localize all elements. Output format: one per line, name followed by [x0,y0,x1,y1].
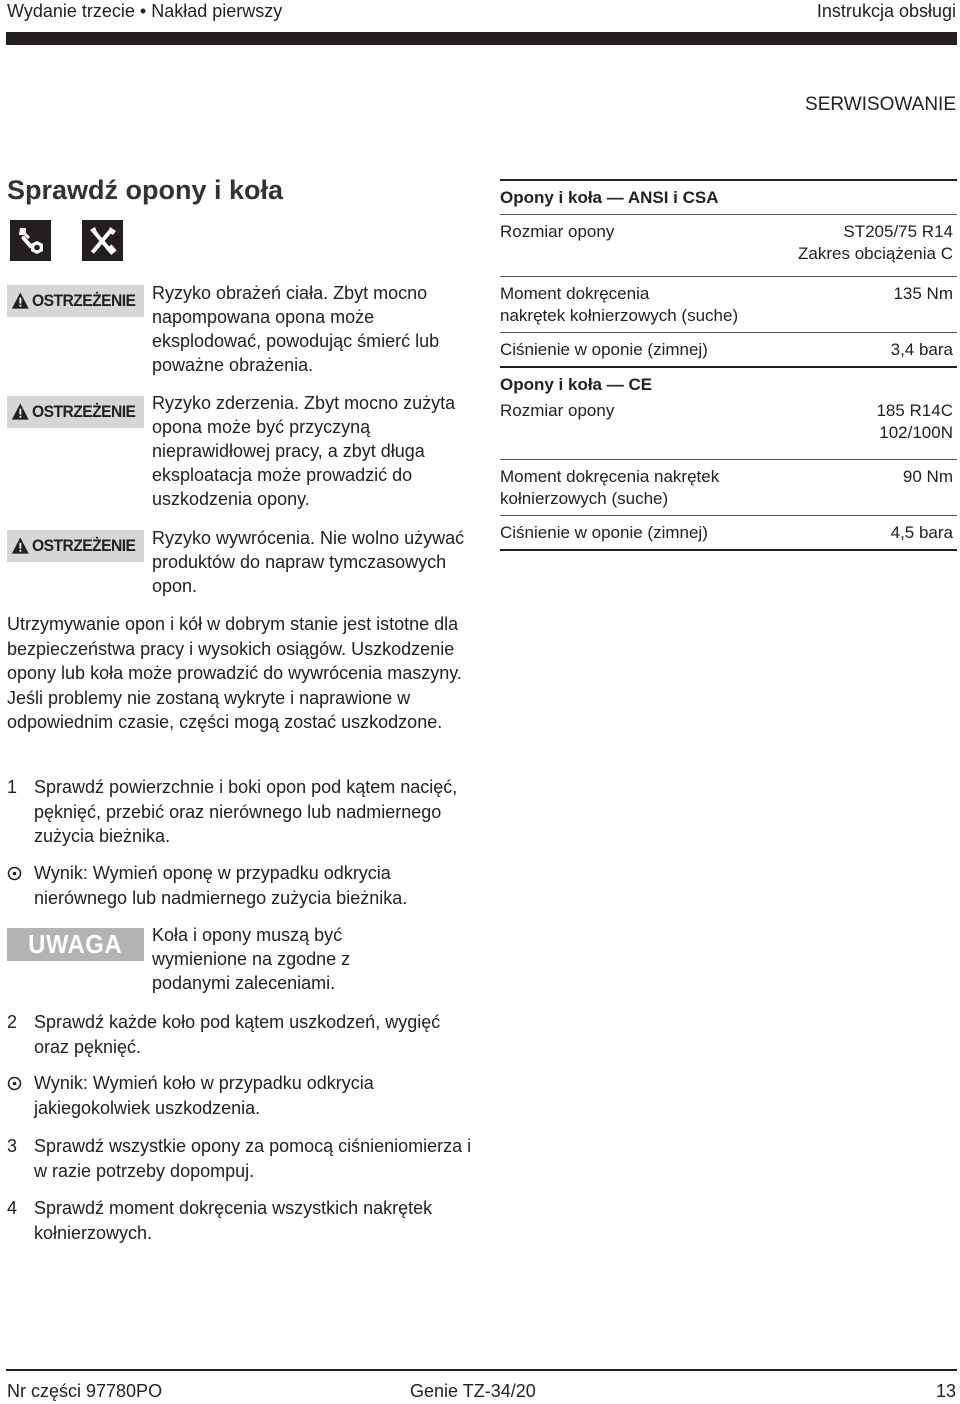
step-text: Sprawdź moment dokręcenia wszystkich nakrętek kołnierzowych. [34,1198,433,1243]
notice-badge [7,928,144,961]
model-name: Genie TZ-34/20 [410,1381,536,1401]
step-text: Sprawdź powierzchnie i boki opon pod kątem nacięć, pęknięć, przebić oraz nierównego lub nadmiernego zużycia bieżnika. [34,777,458,846]
spec-row [500,516,957,551]
page-title: Sprawdź opony i koła [7,175,284,205]
spec-row [500,333,957,368]
result-text: Wynik: Wymień oponę w przypadku odkrycia nierównego lub nadmiernego zużycia bieżnika. [34,863,408,908]
spec-heading-ansi: Opony i koła — ANSI i CSA [500,188,719,207]
step-item [7,1196,477,1245]
warning-triangle-icon [11,535,30,557]
spec-value: 135 Nm [893,284,953,303]
warning-label: OSTRZEŻENIE [31,402,136,421]
step-item [7,775,477,849]
spec-value-line: 102/100N [879,423,953,442]
warning-text: Ryzyko zderzenia. Zbyt mocno zużyta opona może być przyczyną nieprawidłowej pracy, a zbyt długa eksploatacja może prowadzić do uszkodzenia opony. [152,393,456,509]
spec-value-line: 185 R14C [876,401,953,420]
result-item [7,1071,477,1120]
spec-label-line: Moment dokręcenia [500,284,650,303]
spec-value [876,400,953,444]
spec-table-heading [500,181,957,215]
edition-label: Wydanie trzecie • Nakład pierwszy [7,1,283,21]
spec-label-line: nakrętek kołnierzowych (suche) [500,306,739,325]
warning-text: Ryzyko wywrócenia. Nie wolno używać produktów do napraw tymczasowych opon. [152,528,465,596]
spec-row [500,460,957,516]
step-number: 1 [7,777,18,797]
step-text: Sprawdź wszystkie opony za pomocą ciśnieniomierza i w razie potrzeby dopompuj. [34,1136,472,1181]
spec-value-line: ST205/75 R14 [843,222,953,241]
page-number: 13 [935,1381,956,1401]
result-text: Wynik: Wymień koło w przypadku odkrycia jakiegokolwiek uszkodzenia. [34,1073,374,1118]
step-number: 4 [7,1198,18,1218]
warning-label: OSTRZEŻENIE [31,291,136,310]
footer-line [6,1369,957,1371]
notice-text: Koła i opony muszą być wymienione na zgodne z podanymi zaleceniami. [152,925,351,993]
spec-label-line: kołnierzowych (suche) [500,489,669,508]
spec-label: Rozmiar opony [500,401,615,420]
section-label: SERWISOWANIE [805,94,956,115]
manual-type-label: Instrukcja obsługi [816,1,956,21]
warning-triangle-icon [11,401,30,423]
spec-row [500,398,957,460]
result-item [7,861,477,910]
spec-heading-ce: Opony i koła — CE [500,375,653,394]
warning-text: Ryzyko obrażeń ciała. Zbyt mocno napompowana opona może eksplodować, powodując śmierć lub poważne obrażenia. [152,283,440,375]
spec-table-heading [500,368,957,398]
step-item [7,1010,477,1059]
warning-label: OSTRZEŻENIE [31,536,136,555]
warning-badge [7,285,144,317]
header-bar [6,32,957,45]
part-number: Nr części 97780PO [7,1381,163,1401]
spec-label [500,466,790,510]
spec-label [500,283,790,327]
spec-value-line: Zakres obciążenia C [798,244,953,263]
result-circle-icon [7,866,22,881]
step-text: Sprawdź każde koło pod kątem uszkodzeń, wygięć oraz pęknięć. [34,1012,441,1057]
spec-label: Rozmiar opony [500,222,615,241]
spec-row [500,215,957,277]
notice-label: UWAGA [28,929,123,959]
warning-badge [7,530,144,562]
spec-value: 90 Nm [902,467,953,486]
step-item [7,1134,477,1183]
spec-value: 4,5 bara [890,523,953,542]
spec-table [500,179,957,551]
spec-label-line: Moment dokręcenia nakrętek [500,467,720,486]
spec-value [798,221,953,265]
warning-triangle-icon [11,290,30,312]
wrench-nut-icon [10,220,51,261]
step-number: 3 [7,1136,18,1156]
intro-paragraph: Utrzymywanie opon i kół w dobrym stanie jest istotne dla bezpieczeństwa pracy i wysokich osiągów. Uszkodzenie opony lub koła może prowadzić do wywrócenia maszyny. Jeśli problemy nie zostaną wykryte i naprawione w odpowiednim czasie, części mogą zostać uszkodzone. [7,614,462,732]
spec-row [500,277,957,333]
tools-icon [82,220,123,261]
warning-badge [7,396,144,428]
result-circle-icon [7,1076,22,1091]
spec-label: Ciśnienie w oponie (zimnej) [500,523,708,542]
spec-label: Ciśnienie w oponie (zimnej) [500,340,708,359]
spec-value: 3,4 bara [890,340,953,359]
step-number: 2 [7,1012,18,1032]
